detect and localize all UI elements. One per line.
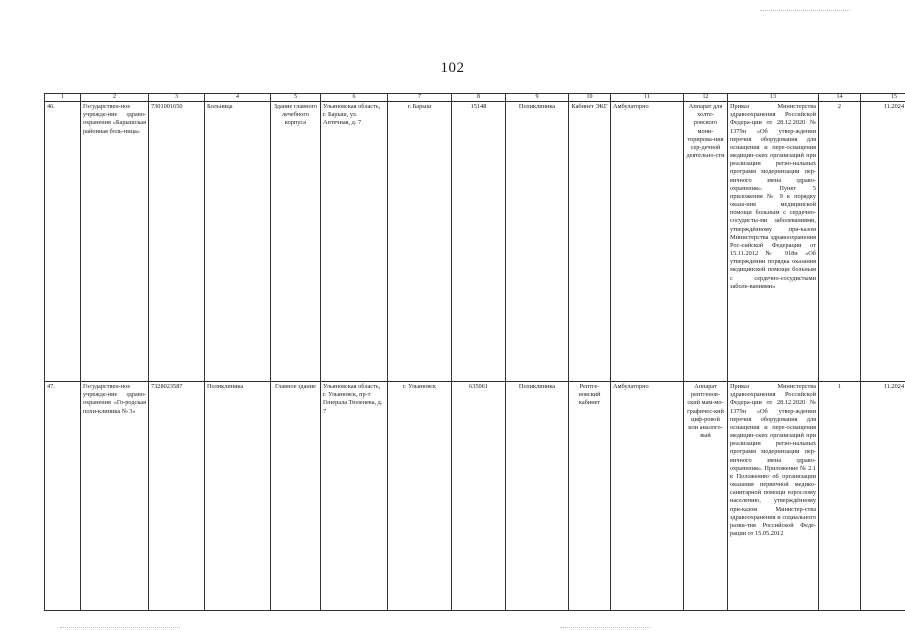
column-header: 9 (506, 94, 569, 102)
organization-cell: Государствен-ное учрежде-ние здраво-охранения «Барышская районная боль-ница» (81, 102, 149, 382)
address-cell: Ульяновская область, г. Ульяновск, пр-т Генерала Тюленева, д. 7 (321, 382, 388, 611)
code-cell: 7301001650 (149, 102, 205, 382)
building-cell: Здание главного лечебного корпуса (271, 102, 321, 382)
legal-basis-cell: Приказ Министерства здравоохранения Российской Федера-ции от 28.12.2020 № 1379н «Об утвер-ждении перечня оборудования для оснащения и пере-оснащения медицин-ских организаций при реализации регио-нальных программ модернизации пер-вичного звена здраво-охранения». Приложение № 2.1 к Положению об организации оказания первичной медико-санитарной помощи взрослому населению, утверждённому при-казом Министер-ства здравоохранения и социального разви-тия Российской Феде-рации от 15.05.2012 (728, 382, 819, 611)
code-cell: 7328023587 (149, 382, 205, 611)
organization-cell: Государствен-ное учрежде-ние здраво-охранения «Го-родская поли-клиника № 3» (81, 382, 149, 611)
column-header: 4 (205, 94, 271, 102)
city-cell: г. Барыш (388, 102, 452, 382)
column-header: 6 (321, 94, 388, 102)
quantity-cell: 2 (819, 102, 861, 382)
row-number: 46. (45, 102, 81, 382)
facility-type-cell: Больница (205, 102, 271, 382)
column-header: 13 (728, 94, 819, 102)
city-cell: г. Ульяновск (388, 382, 452, 611)
scan-artifact (60, 627, 180, 628)
page-number: 102 (440, 60, 465, 76)
table-row (45, 382, 905, 611)
column-header: 1 (45, 94, 81, 102)
scan-artifact (760, 10, 850, 11)
column-number-row (45, 94, 905, 102)
index-cell: 635061 (452, 382, 506, 611)
quantity-cell: 1 (819, 382, 861, 611)
legal-basis-cell: Приказ Министерства здравоохранения Российской Федера-ции от 28.12.2020 № 1379н «Об утвер-ждении перечня оборудования для оснащения и пере-оснащения медицин-ских организаций при реализации регио-нальных программ модернизации пер-вичного звена здраво-охранения». Пункт 5 приложения № 9 к порядку оказа-ния медицинской помощи больным с сердечно-сосудисты-ми заболеваниями, утверждённому при-казом Министерства здравоохранения Рос-сийской Федерации от 15.11.2012 № 918н «Об утверждении порядка оказания медицинской помощи больным с сердечно-сосудистыми заболе-ваниями» (728, 102, 819, 382)
column-header: 11 (611, 94, 684, 102)
column-header: 3 (149, 94, 205, 102)
column-header: 8 (452, 94, 506, 102)
care-form-cell: Амбулаторно (611, 102, 684, 382)
table-row (45, 102, 905, 382)
index-cell: 15148 (452, 102, 506, 382)
equipment-cell: Аппарат рентгенов-ский мам-мо-графичес-кий циф-ровой или аналого-вый (684, 382, 728, 611)
column-header: 2 (81, 94, 149, 102)
row-number: 47. (45, 382, 81, 611)
address-cell: Ульяновская область, г. Барыш, ул. Аптечная, д. 7 (321, 102, 388, 382)
care-form-cell: Амбулаторно (611, 382, 684, 611)
facility-type-cell: Поликлиника (205, 382, 271, 611)
date-cell: 11.2024 (861, 382, 905, 611)
scan-artifact (560, 627, 650, 628)
unit-cell: Поликлиника (506, 382, 569, 611)
column-header: 5 (271, 94, 321, 102)
date-cell: 11.2024 (861, 102, 905, 382)
room-cell: Рентге-новский кабинет (569, 382, 611, 611)
column-header: 15 (861, 94, 905, 102)
column-header: 7 (388, 94, 452, 102)
column-header: 12 (684, 94, 728, 102)
equipment-table (44, 93, 905, 611)
column-header: 14 (819, 94, 861, 102)
equipment-cell: Аппарат для холте-ровского мони-торирова-ния сер-дечной деятельно-сти (684, 102, 728, 382)
column-header: 10 (569, 94, 611, 102)
room-cell: Кабинет ЭКГ (569, 102, 611, 382)
unit-cell: Поликлиника (506, 102, 569, 382)
building-cell: Главное здание (271, 382, 321, 611)
